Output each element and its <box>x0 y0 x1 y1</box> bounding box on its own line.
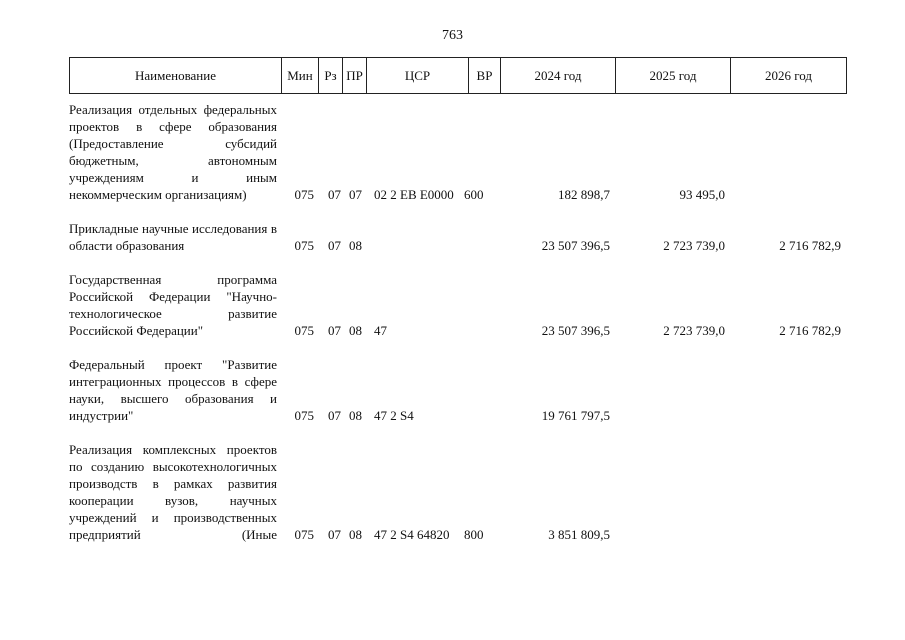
row-rz: 07 <box>328 527 341 542</box>
table-row <box>69 271 853 339</box>
header-pr: ПР <box>343 58 367 94</box>
table-row <box>69 101 853 203</box>
row-name: Государственная программа Российской Федерации "Научно-технологическое развитие Российской Федерации" <box>69 272 277 338</box>
table-body <box>69 101 853 560</box>
header-year-2024: 2024 год <box>501 58 616 94</box>
row-pr: 07 <box>349 187 362 202</box>
row-name: Федеральный проект "Развитие интеграционных процессов в сфере науки, высшего образования и индустрии" <box>69 357 277 423</box>
row-vr: 600 <box>464 187 484 202</box>
row-csr: 02 2 ЕВ Е0000 <box>374 187 454 202</box>
table-header <box>69 57 847 94</box>
row-vr: 800 <box>464 527 484 542</box>
row-min: 075 <box>294 323 314 338</box>
row-csr: 47 2 S4 64820 <box>374 527 450 542</box>
row-pr: 08 <box>349 408 362 423</box>
row-min: 075 <box>294 527 314 542</box>
row-name: Прикладные научные исследования в области образования <box>69 221 277 253</box>
table-row <box>69 356 853 424</box>
row-min: 075 <box>294 408 314 423</box>
row-rz: 07 <box>328 408 341 423</box>
row-amount-2024: 19 761 797,5 <box>541 408 610 423</box>
row-pr: 08 <box>349 527 362 542</box>
row-amount-2026: 2 716 782,9 <box>779 238 841 253</box>
row-csr: 47 <box>374 323 387 338</box>
row-amount-2024: 23 507 396,5 <box>541 323 610 338</box>
row-amount-2025: 2 723 739,0 <box>663 238 725 253</box>
page-number: 763 <box>442 28 463 43</box>
row-rz: 07 <box>328 323 341 338</box>
row-name: Реализация отдельных федеральных проектов в сфере образования (Предоставление субсидий бюджетным, автономным учреждениям и иным некоммерческим организациям) <box>69 102 277 202</box>
row-amount-2024: 182 898,7 <box>558 187 610 202</box>
row-pr: 08 <box>349 323 362 338</box>
row-amount-2024: 23 507 396,5 <box>541 238 610 253</box>
header-min: Мин <box>282 58 319 94</box>
row-amount-2025: 93 495,0 <box>679 187 725 202</box>
row-csr: 47 2 S4 <box>374 408 414 423</box>
row-rz: 07 <box>328 187 341 202</box>
row-amount-2026: 2 716 782,9 <box>779 323 841 338</box>
row-min: 075 <box>294 187 314 202</box>
header-year-2025: 2025 год <box>616 58 731 94</box>
table-row <box>69 441 853 543</box>
header-csr: ЦСР <box>367 58 469 94</box>
row-amount-2024: 3 851 809,5 <box>548 527 610 542</box>
table-row <box>69 220 853 254</box>
row-rz: 07 <box>328 238 341 253</box>
header-name: Наименование <box>70 58 282 94</box>
header-rz: Рз <box>319 58 343 94</box>
row-name: Реализация комплексных проектов по созданию высокотехнологичных производств в рамках развития кооперации вузов, научных учреждений и производственных предприятий (Иные <box>69 442 277 542</box>
header-year-2026: 2026 год <box>731 58 847 94</box>
row-amount-2025: 2 723 739,0 <box>663 323 725 338</box>
header-vr: ВР <box>469 58 501 94</box>
row-min: 075 <box>294 238 314 253</box>
row-pr: 08 <box>349 238 362 253</box>
